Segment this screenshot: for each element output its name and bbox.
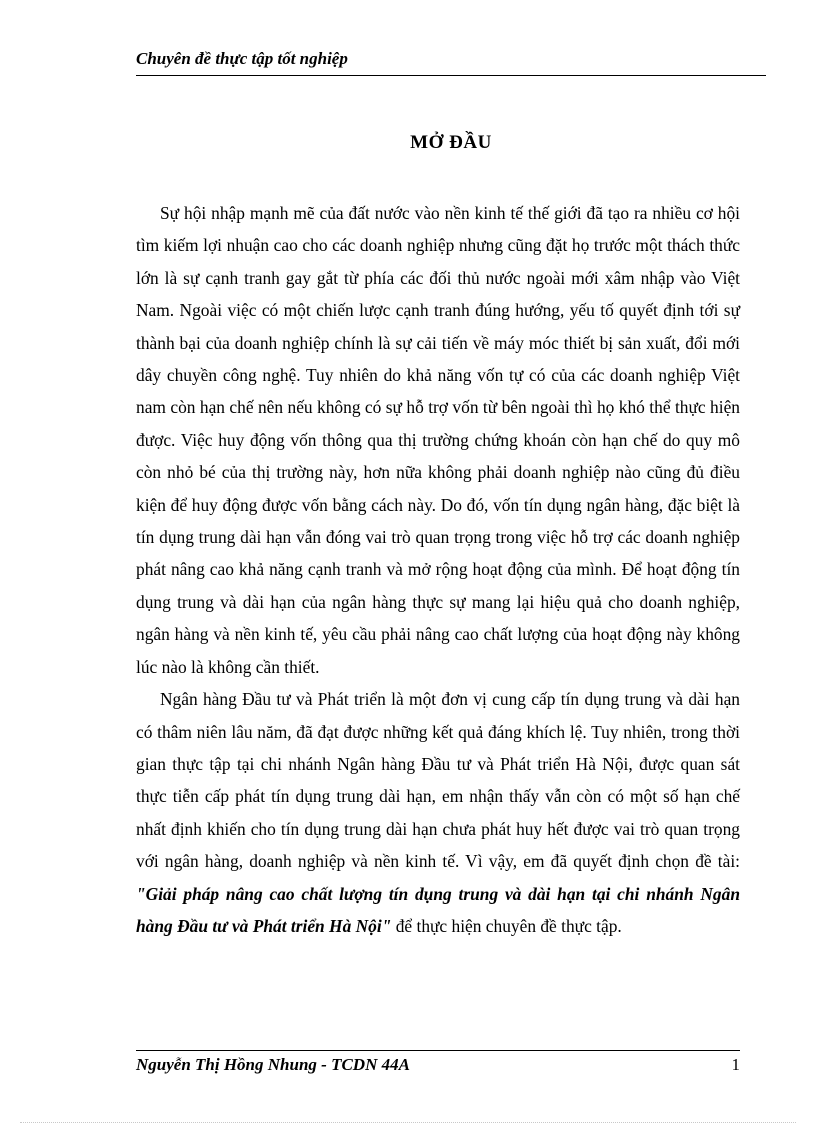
paragraph-2 <box>136 683 740 942</box>
page-title: MỞ ĐẦU <box>410 132 492 153</box>
footer-divider <box>136 1050 740 1051</box>
paragraph-1: Sự hội nhập mạnh mẽ của đất nước vào nền kinh tế thế giới đã tạo ra nhiều cơ hội tìm kiếm lợi nhuận cao cho các doanh nghiệp nhưng cũng đặt họ trước một thách thức lớn là sự cạnh tranh gay gắt từ phía các đối thủ nước ngoài mới xâm nhập vào Việt Nam. Ngoài việc có một chiến lược cạnh tranh đúng hướng, yếu tố quyết định tới sự thành bại của doanh nghiệp chính là sự cải tiến về máy móc thiết bị sản xuất, đổi mới dây chuyền công nghệ. Tuy nhiên do khả năng vốn tự có của các doanh nghiệp Việt nam còn hạn chế nên nếu không có sự hỗ trợ vốn từ bên ngoài thì họ khó thể thực hiện được. Việc huy động vốn thông qua thị trường chứng khoán còn hạn chế do quy mô còn nhỏ bé của thị trường này, hơn nữa không phải doanh nghiệp nào cũng đủ điều kiện để huy động được vốn bằng cách này. Do đó, vốn tín dụng ngân hàng, đặc biệt là tín dụng trung dài hạn vẫn đóng vai trò quan trọng trong việc hỗ trợ các doanh nghiệp phát nâng cao khả năng cạnh tranh và mở rộng hoạt động của mình. Để hoạt động tín dụng trung và dài hạn của ngân hàng thực sự mang lại hiệu quả cho doanh nghiệp, ngân hàng và nền kinh tế, yêu cầu phải nâng cao chất lượng của hoạt động này không lúc nào là không cần thiết. <box>136 203 740 677</box>
thesis-topic-title: "Giải pháp nâng cao chất lượng tín dụng trung và dài hạn tại chi nhánh Ngân hàng Đầu tư và Phát triển Hà Nội" <box>136 883 740 936</box>
body-text <box>136 197 740 942</box>
header-divider <box>136 75 766 76</box>
page-number: 1 <box>731 1055 740 1074</box>
running-header-title: Chuyên đề thực tập tốt nghiệp <box>136 49 348 68</box>
paragraph-2-lead: Ngân hàng Đầu tư và Phát triển là một đơn vị cung cấp tín dụng trung và dài hạn có thâm niên lâu năm, đã đạt được những kết quả đáng khích lệ. Tuy nhiên, trong thời gian thực tập tại chi nhánh Ngân hàng Đầu tư và Phát triển Hà Nội, được quan sát thực tiễn cấp phát tín dụng trung dài hạn, em nhận thấy vẫn còn có một số hạn chế nhất định khiến cho tín dụng trung dài hạn chưa phát huy hết được vai trò quan trọng với ngân hàng, doanh nghiệp và nền kinh tế. Vì vậy, em đã quyết định chọn đề tài: <box>136 689 740 872</box>
footer-author: Nguyễn Thị Hồng Nhung - TCDN 44A <box>136 1055 410 1074</box>
paragraph-2-tail: để thực hiện chuyên đề thực tập. <box>391 915 622 936</box>
